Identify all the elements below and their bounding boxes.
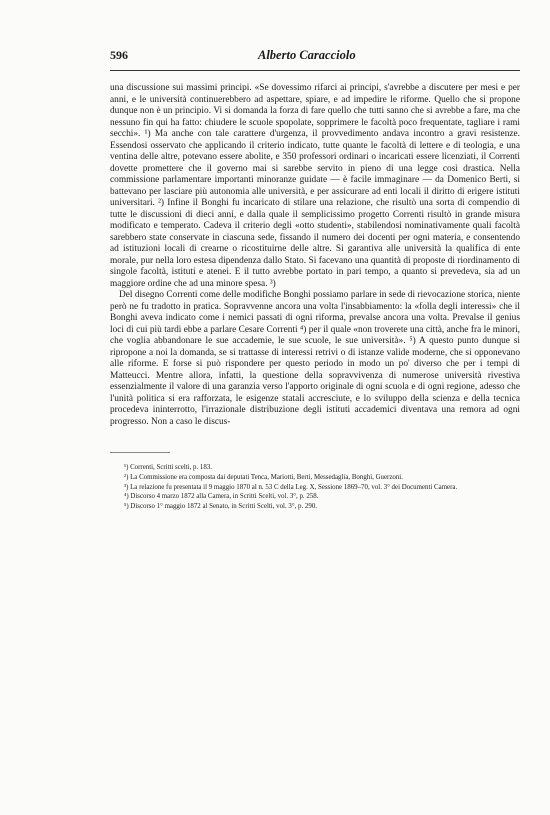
paragraph: Del disegno Correnti come delle modifiche Bonghi possiamo parlare in sede di rievocazione storica, niente però ne fu tradotto in pratica. Sopravvenne ancora una volta l'insabbiamento: la «folla degli interessi» che il Bonghi aveva indicato come i nemici passati di ogni riforma, prevalse ancora una volta. Prevalse il genius loci di cui più tardi ebbe a parlare Cesare Correnti ⁴) per il quale «non troverete una città, anche fra le minori, che voglia abbandonare le sue accademie, le sue scuole, le sue università». ⁵) A questo punto dunque si ripropone a noi la domanda, se si trattasse di interessi retrivi o di istanze valide moderne, che si opponevano alle riforme. E forse si può rispondere per questo periodo in modo un po' diverso che per i tempi di Matteucci. Mentre allora, infatti, la questione della sopravvivenza di numerose università rivestiva essenzialmente il valore di una garanzia verso l'apporto originale di ogni scuola e di ogni regione, adesso che l'unità politica si era rafforzata, le esigenze statali accresciute, e lo sviluppo della scienza e della tecnica procedeva ininterrotto, l'irrazionale distribuzione degli istituti accademici diventava una remora ad ogni progresso. Non a caso le discus- (110, 290, 520, 427)
footnote: ¹) Correnti, Scritti scelti, p. 183. (124, 464, 212, 471)
footnote-separator (110, 452, 170, 453)
page-number: 596 (110, 48, 128, 62)
running-head: Alberto Caracciolo (258, 48, 356, 62)
footnote: ²) La Commissione era composta dai deputati Tenca, Mariotti, Berti, Messedaglia, Bonghi, Guerzoni. (124, 473, 403, 481)
footnote: ⁵) Discorso 1° maggio 1872 al Senato, in Scritti Scelti, vol. 3°, p. 290. (124, 503, 317, 511)
footnote: ³) La relazione fu presentata il 9 maggio 1870 al n. 53 C della Leg. X, Sessione 1869–70, vol. 3° dei Documenti Camera. (124, 483, 458, 491)
footnote: ⁴) Discorso 4 marzo 1872 alla Camera, in Scritti Scelti, vol. 3°, p. 258. (124, 493, 319, 501)
book-page (110, 48, 520, 512)
body-text (110, 83, 520, 428)
paragraph: una discussione sui massimi principi. «Se dovessimo rifarci ai principi, s'avrebbe a discutere per mesi e per anni, e le università continuerebbero ad aspettare, spiare, e ad impedire le riforme. Quello che si propone dunque non è un principio. Vi si domanda la forza di fare quello che tutti sanno che si avrebbe a fare, ma che nessuno fin qui ha fatto: chiudere le scuole spopolate, sopprimere le facoltà poco frequentate, tagliare i rami secchi». ¹) Ma anche con tale carattere d'urgenza, il provvedimento andava incontro a gravi resistenze. Essendosi osservato che applicando il criterio indicato, tutte quante le facoltà di lettere e di teologia, e una ventina delle altre, potevano essere abolite, e 350 professori ordinari o incaricati essere licenziati, il Correnti dovette promettere che il governo mai si sarebbe servito in pieno di una legge così drastica. Nella commissione parlamentare importanti minoranze guidate — è facile immaginare — da Domenico Berti, si battevano per lasciare più autonomia alle università, e per assicurare ad enti locali il diritto di erigere istituti universitari. ²) Infine il Bonghi fu incaricato di stilare una relazione, che risultò una sorta di compendio di tutte le discussioni di dieci anni, e dalla quale il semplicissimo progetto Correnti risultò in grande misura modificato e temperato. Cadeva il criterio degli «otto studenti», stabilendosi nominativamente quali facoltà sarebbero state conservate in ciascuna sede, fissando il numero dei docenti per ogni materia, e consentendo ad istituzioni locali di crearne o ricostituirne delle altre. Si garantiva alle università la qualifica di ente morale, pur nella loro estesa dipendenza dallo Stato. Si facevano una quantità di proposte di riordinamento di singole facoltà, istituti e atenei. E il tutto avrebbe portato in pari tempo, a quanto si prevedeva, sia ad un maggiore ordine che ad una minore spesa. ³) (110, 83, 520, 289)
page-header (110, 48, 520, 68)
header-rule (110, 70, 520, 71)
footnotes (110, 463, 520, 512)
